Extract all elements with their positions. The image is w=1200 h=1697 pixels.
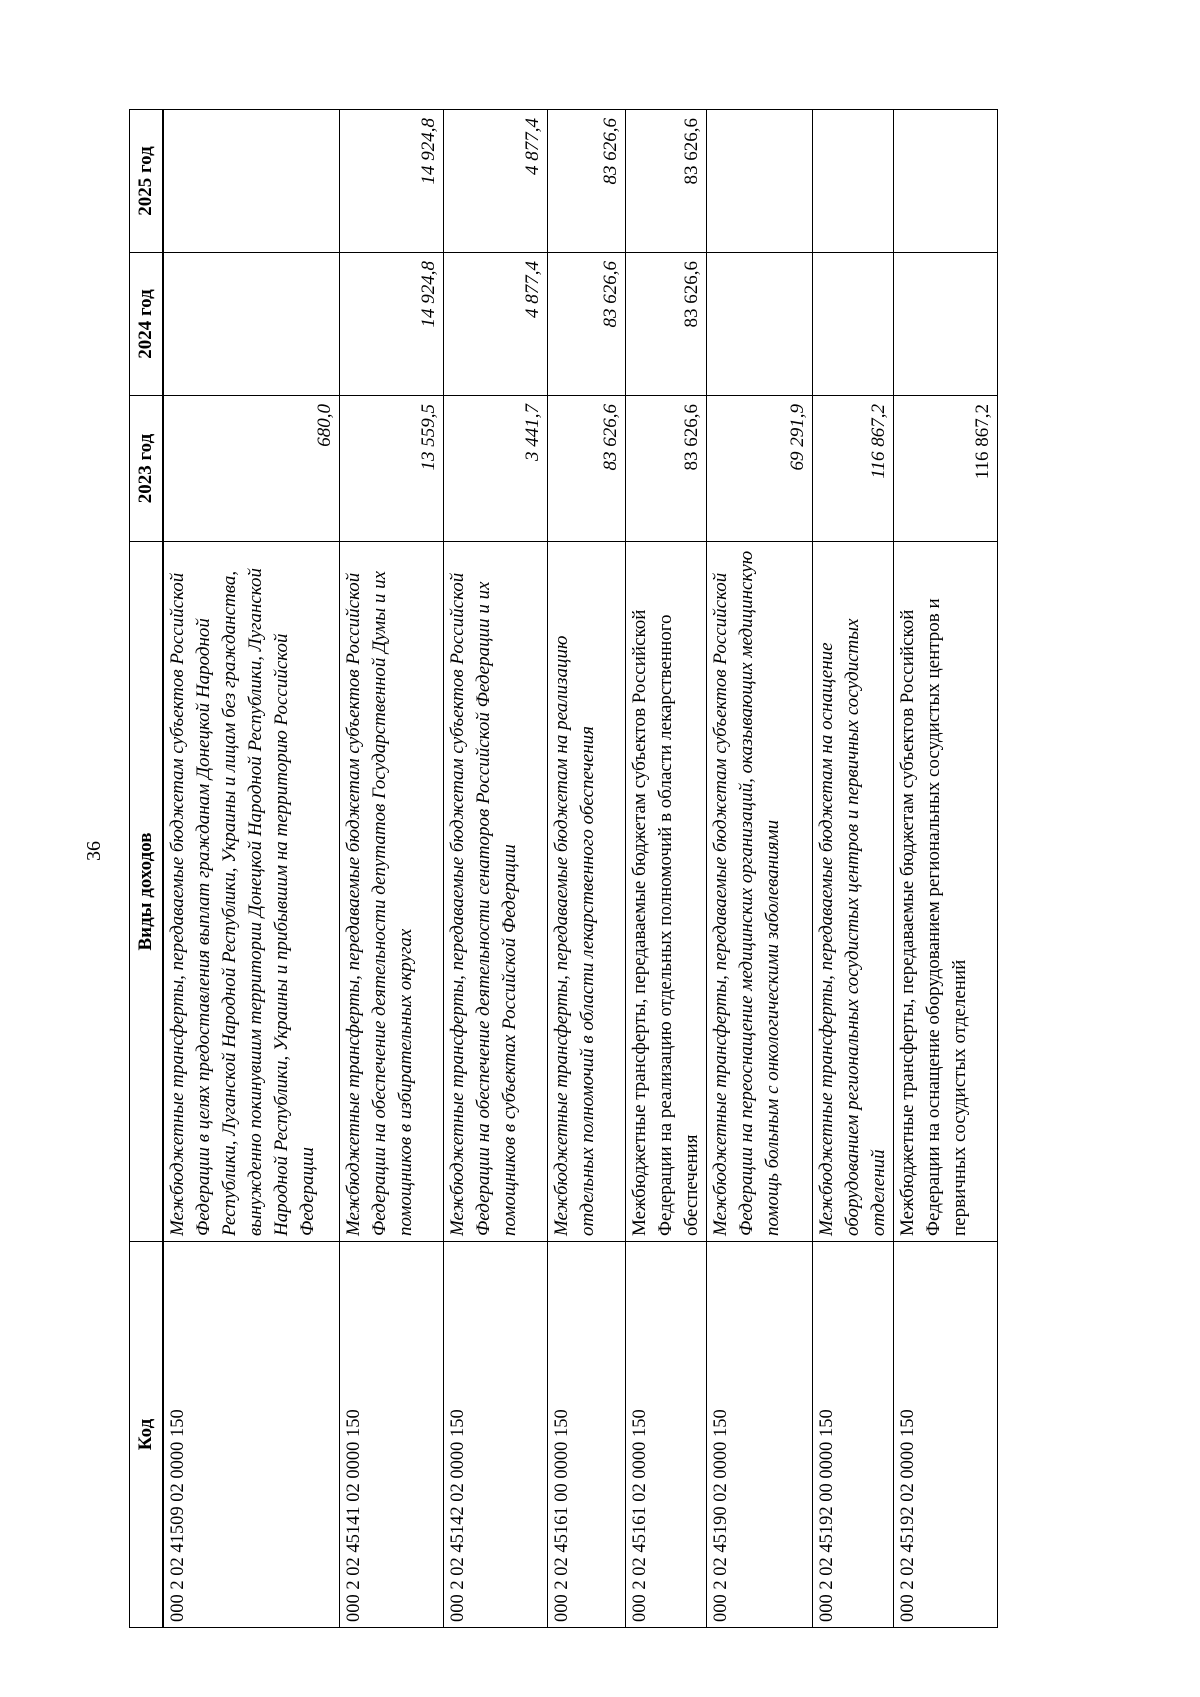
row-name: Межбюджетные трансферты, передаваемые бюджетам субъектов Российской Федерации на обеспечение деятельности сенаторов Российской Федерации и их помощников в субъектах Российской Федерации <box>443 542 547 1242</box>
table-row <box>812 110 893 1628</box>
row-value-2023: 680,0 <box>163 396 339 542</box>
row-name: Межбюджетные трансферты, передаваемые бюджетам субъектов Российской Федерации на обеспечение деятельности депутатов Государственной Думы и их помощников в избирательных округах <box>339 542 443 1242</box>
row-code: 000 2 02 45190 02 0000 150 <box>706 1242 812 1628</box>
row-value-2023: 3 441,7 <box>443 396 547 542</box>
row-code: 000 2 02 45192 00 0000 150 <box>812 1242 893 1628</box>
table-row <box>339 110 443 1628</box>
table-row <box>163 110 339 1628</box>
header-2024: 2024 год <box>130 253 164 396</box>
row-value-2024: 83 626,6 <box>547 253 625 396</box>
row-name: Межбюджетные трансферты, передаваемые бюджетам субъектов Российской Федерации на реализацию отдельных полномочий в области лекарственного обеспечения <box>625 542 706 1242</box>
table-row <box>625 110 706 1628</box>
row-value-2025 <box>812 110 893 253</box>
row-code: 000 2 02 45161 02 0000 150 <box>625 1242 706 1628</box>
table-row <box>547 110 625 1628</box>
row-value-2023: 116 867,2 <box>893 396 997 542</box>
page-number: 36 <box>83 841 105 861</box>
row-value-2025: 14 924,8 <box>339 110 443 253</box>
table-row <box>706 110 812 1628</box>
row-value-2023: 83 626,6 <box>547 396 625 542</box>
table-header-row <box>130 110 164 1628</box>
row-name: Межбюджетные трансферты, передаваемые бюджетам субъектов Российской Федерации в целях предоставления выплат гражданам Донецкой Народной Республики, Луганской Народной Республики, Украины и лицам без гражданства, вынужденно покинувшим территории Донецкой Народной Республики, Луганской Народной Республики, Украины и прибывшим на территорию Российской Федерации <box>163 542 339 1242</box>
row-code: 000 2 02 41509 02 0000 150 <box>163 1242 339 1628</box>
row-value-2024 <box>163 253 339 396</box>
row-value-2023: 83 626,6 <box>625 396 706 542</box>
row-name: Межбюджетные трансферты, передаваемые бюджетам на оснащение оборудованием региональных сосудистых центров и первичных сосудистых отделений <box>812 542 893 1242</box>
row-value-2024 <box>812 253 893 396</box>
row-name: Межбюджетные трансферты, передаваемые бюджетам субъектов Российской Федерации на переоснащение медицинских организаций, оказывающих медицинскую помощь больным с онкологическими заболеваниями <box>706 542 812 1242</box>
table-row <box>443 110 547 1628</box>
row-code: 000 2 02 45141 02 0000 150 <box>339 1242 443 1628</box>
row-name: Межбюджетные трансферты, передаваемые бюджетам на реализацию отдельных полномочий в области лекарственного обеспечения <box>547 542 625 1242</box>
row-value-2025 <box>706 110 812 253</box>
revenue-table <box>129 109 998 1628</box>
row-name: Межбюджетные трансферты, передаваемые бюджетам субъектов Российской Федерации на оснащение оборудованием региональных сосудистых центров и первичных сосудистых отделений <box>893 542 997 1242</box>
row-value-2024 <box>893 253 997 396</box>
row-value-2025 <box>163 110 339 253</box>
header-2023: 2023 год <box>130 396 164 542</box>
row-code: 000 2 02 45161 00 0000 150 <box>547 1242 625 1628</box>
row-value-2023: 13 559,5 <box>339 396 443 542</box>
row-value-2023: 116 867,2 <box>812 396 893 542</box>
row-value-2024: 14 924,8 <box>339 253 443 396</box>
row-value-2024 <box>706 253 812 396</box>
row-value-2025: 4 877,4 <box>443 110 547 253</box>
row-value-2024: 4 877,4 <box>443 253 547 396</box>
table-row <box>893 110 997 1628</box>
row-code: 000 2 02 45142 02 0000 150 <box>443 1242 547 1628</box>
row-code: 000 2 02 45192 02 0000 150 <box>893 1242 997 1628</box>
table-rotated-container <box>129 110 1073 1628</box>
header-code: Код <box>130 1242 164 1628</box>
header-revenue-type: Виды доходов <box>130 542 164 1242</box>
row-value-2024: 83 626,6 <box>625 253 706 396</box>
row-value-2025: 83 626,6 <box>547 110 625 253</box>
header-2025: 2025 год <box>130 110 164 253</box>
row-value-2025: 83 626,6 <box>625 110 706 253</box>
row-value-2023: 69 291,9 <box>706 396 812 542</box>
row-value-2025 <box>893 110 997 253</box>
